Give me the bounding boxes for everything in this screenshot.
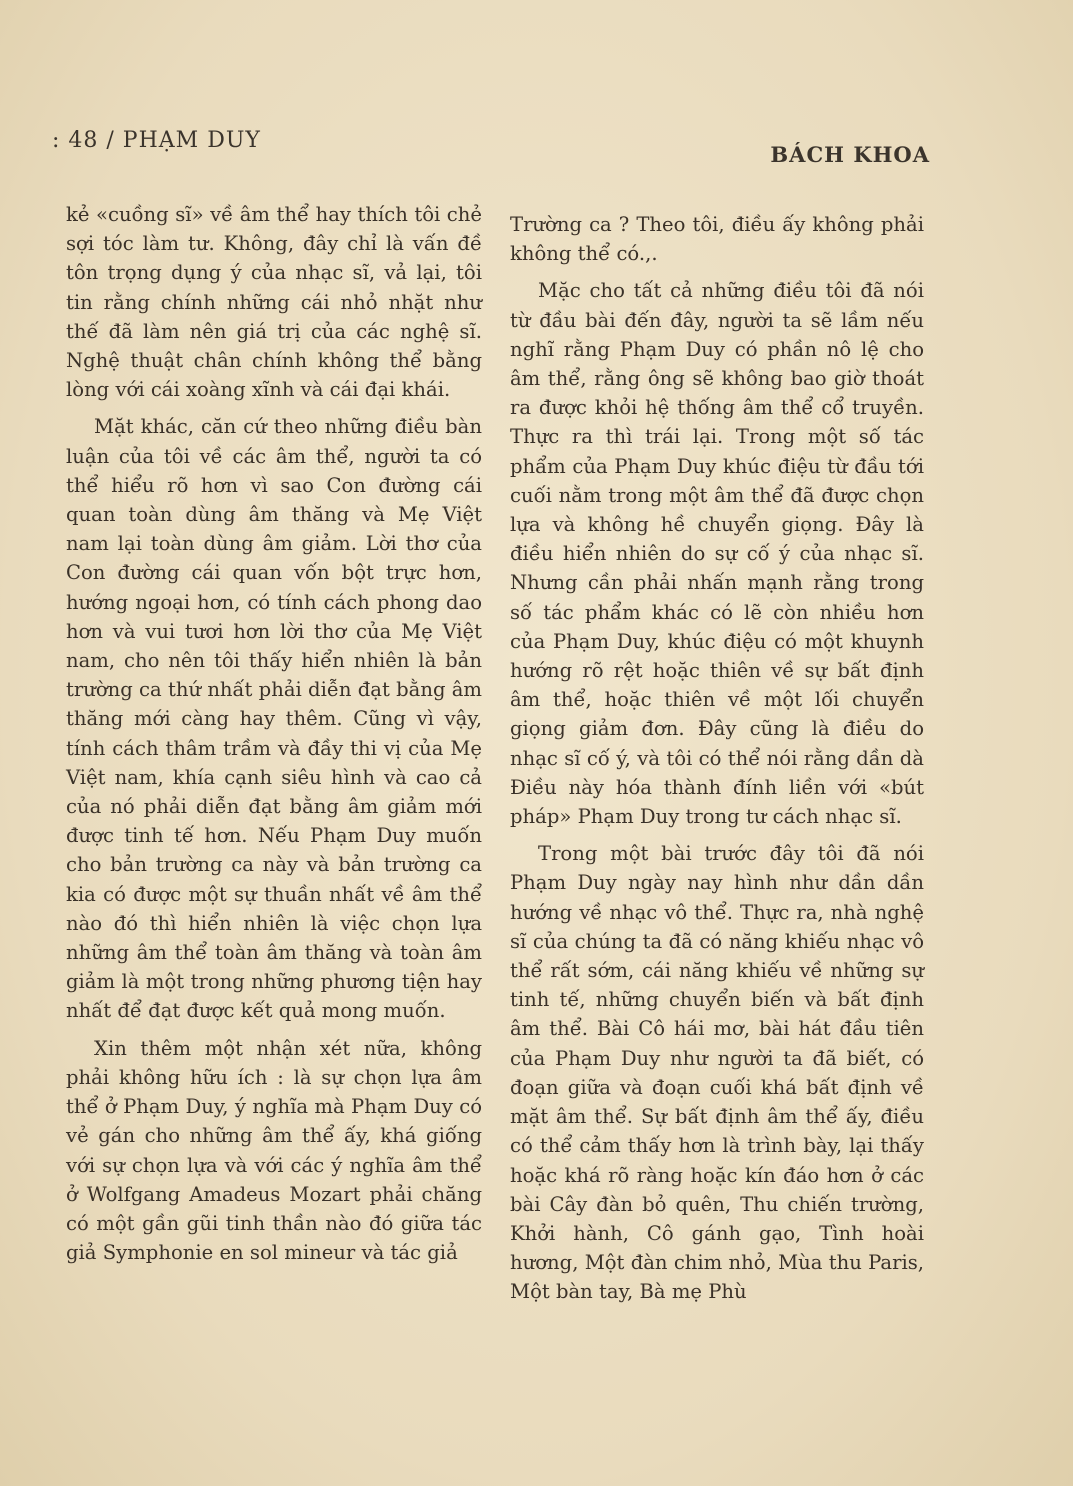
left-column: [66, 200, 482, 1275]
paragraph: Mặc cho tất cả những điều tôi đã nói từ đầu bài đến đây, người ta sẽ lầm nếu nghĩ rằng Phạm Duy có phần nô lệ cho âm thể, rằng ông sẽ không bao giờ thoát ra được khỏi hệ thống âm thể cổ truyền. Thực ra thì trái lại. Trong một số tác phẩm của Phạm Duy khúc điệu từ đầu tới cuối nằm trong một âm thể đã được chọn lựa và không hề chuyển giọng. Đây là điều hiển nhiên do sự cố ý của nhạc sĩ. Nhưng cần phải nhấn mạnh rằng trong số tác phẩm khác có lẽ còn nhiều hơn của Phạm Duy, khúc điệu có một khuynh hướng rõ rệt hoặc thiên về sự bất định âm thể, hoặc thiên về một lối chuyển giọng giảm đơn. Đây cũng là điều do nhạc sĩ cố ý, và tôi có thể nói rằng dần dà Điều này hóa thành đính liền với «bút pháp» Phạm Duy trong tư cách nhạc sĩ.: [510, 279, 924, 829]
paragraph: Mặt khác, căn cứ theo những điều bàn luận của tôi về các âm thể, người ta có thể hiểu rõ hơn vì sao Con đường cái quan toàn dùng âm thăng và Mẹ Việt nam lại toàn dùng âm giảm. Lời thơ của Con đường cái quan vốn bột trực hơn, hướng ngoại hơn, có tính cách phong dao hơn và vui tươi hơn lời thơ của Mẹ Việt nam, cho nên tôi thấy hiển nhiên là bản trường ca thứ nhất phải diễn đạt bằng âm thăng mới càng hay thêm. Cũng vì vậy, tính cách thâm trầm và đầy thi vị của Mẹ Việt nam, khía cạnh siêu hình và cao cả của nó phải diễn đạt bằng âm giảm mới được tinh tế hơn. Nếu Phạm Duy muốn cho bản trường ca này và bản trường ca kia có được một sự thuần nhất về âm thể nào đó thì hiển nhiên là việc chọn lựa những âm thể toàn âm thăng và toàn âm giảm là một trong những phương tiện hay nhất để đạt được kết quả mong muốn.: [66, 415, 482, 1023]
paragraph: Xin thêm một nhận xét nữa, không phải không hữu ích : là sự chọn lựa âm thể ở Phạm Duy, ý nghĩa mà Phạm Duy có vẻ gán cho những âm thể ấy, khá giống với sự chọn lựa và với các ý nghĩa âm thể ở Wolfgang Amadeus Mozart phải chăng có một gần gũi tinh thần nào đó giữa tác giả Symphonie en sol mineur và tác giả: [66, 1036, 482, 1265]
paragraph: Trong một bài trước đây tôi đã nói Phạm Duy ngày nay hình như dần dần hướng về nhạc vô thể. Thực ra, nhà nghệ sĩ của chúng ta đã có năng khiếu nhạc vô thể rất sớm, cái năng khiếu về những sự tinh tế, những chuyển biến và bất định âm thể. Bài Cô hái mơ, bài hát đầu tiên của Phạm Duy như người ta đã biết, có đoạn giữa và đoạn cuối khá bất định về mặt âm thể. Sự bất định âm thể ấy, điều có thể cảm thấy hơn là trình bày, lại thấy hoặc khá rõ ràng hoặc kín đáo hơn ở các bài Cây đàn bỏ quên, Thu chiến trường, Khởi hành, Cô gánh gạo, Tình hoài hương, Một đàn chim nhỏ, Mùa thu Paris, Một bàn tay, Bà mẹ Phù: [510, 842, 924, 1304]
publication-title: BÁCH KHOA: [770, 142, 930, 167]
page-number-author: : 48 / PHẠM DUY: [52, 128, 261, 153]
right-column: [510, 210, 924, 1315]
paragraph: Trường ca ? Theo tôi, điều ấy không phải không thể có.,.: [510, 213, 924, 266]
paragraph: kẻ «cuồng sĩ» về âm thể hay thích tôi chẻ sợi tóc làm tư. Không, đây chỉ là vấn đề tôn trọng dụng ý của nhạc sĩ, vả lại, tôi tin rằng chính những cái nhỏ nhặt như thế đã làm nên giá trị của các nghệ sĩ. Nghệ thuật chân chính không thể bằng lòng với cái xoàng xĩnh và cái đại khái.: [66, 203, 482, 402]
